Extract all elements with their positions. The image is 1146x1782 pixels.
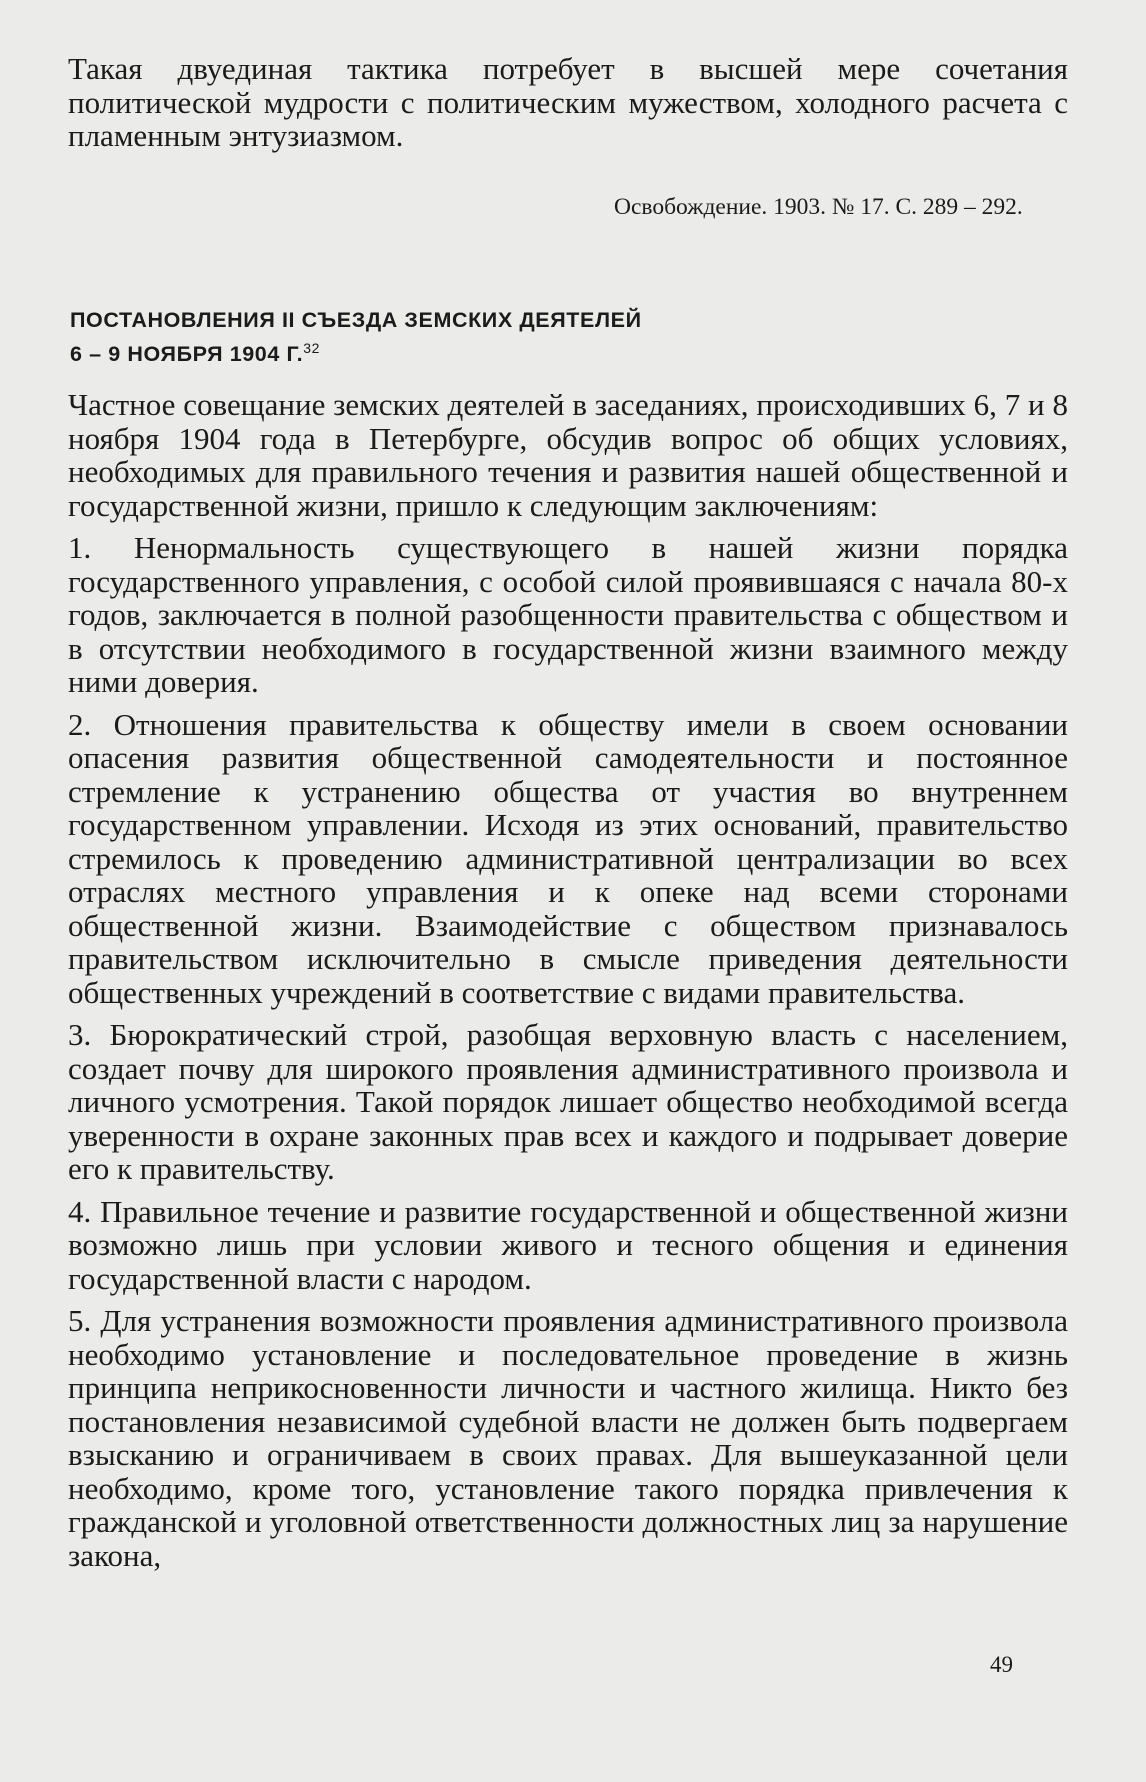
list-item-3: 3. Бюрократический строй, разобщая верховную власть с населением, создает почву для широкого проявления административного произвола и личного усмотрения. Такой порядок лишает общество необходимой всегда уверенности в охране законных прав всех и каждого и подрывает доверие его к правительству. xyxy=(68,1017,1068,1186)
heading-line-2: 6 – 9 НОЯБРЯ 1904 Г. xyxy=(70,342,304,366)
list-item-5: 5. Для устранения возможности проявления административного произвола необходимо установление и последовательное проведение в жизнь принципа неприкосновенности личности и частного жилища. Никто без постановления независимой судебной власти не должен быть подвергаем взысканию и ограничиваем в своих правах. Для вышеуказанной цели необходимо, кроме того, установление такого порядка привлечения к гражданской и уголовной ответственности должностных лиц за нарушение закона, xyxy=(68,1303,1068,1573)
page-number: 49 xyxy=(990,1652,1013,1677)
list-item-4: 4. Правильное течение и развитие государственной и общественной жизни возможно лишь при условии живого и тесного общения и единения государственной власти с народом. xyxy=(68,1193,1068,1296)
top-paragraph-block xyxy=(68,52,1068,153)
heading-line-1: ПОСТАНОВЛЕНИЯ II СЪЕЗДА ЗЕМСКИХ ДЕЯТЕЛЕЙ xyxy=(70,308,642,332)
document-body xyxy=(68,388,1068,1572)
section-heading xyxy=(70,303,642,371)
intro-paragraph: Частное совещание земских деятелей в заседаниях, происходивших 6, 7 и 8 ноября 1904 года в Петербурге, обсудив вопрос об общих условиях, необходимых для правильного течения и развития нашей общественной и государственной жизни, пришло к следующим заключениям: xyxy=(68,387,1068,523)
source-citation: Освобождение. 1903. № 17. С. 289 – 292. xyxy=(614,194,1023,220)
list-item-1: 1. Ненормальность существующего в нашей жизни порядка государственного управления, с особой силой проявившаяся с начала 80-х годов, заключается в полной разобщенности правительства с обществом и в отсутствии необходимого в государственной жизни взаимного между ними доверия. xyxy=(68,530,1068,699)
top-paragraph: Такая двуединая тактика потребует в высшей мере сочетания политической мудрости с политическим мужеством, холодного расчета с пламенным энтузиазмом. xyxy=(68,51,1068,153)
list-item-2: 2. Отношения правительства к обществу имели в своем основании опасения развития общественной самодеятельности и постоянное стремление к устранению общества от участия во внутреннем государственном управлении. Исходя из этих оснований, правительство стремилось к проведению административной централизации во всех отраслях местного управления и к опеке над всеми сторонами общественной жизни. Взаимодействие с обществом признавалось правительством исключительно в смысле приведения деятельности общественных учреждений в соответствие с видами правительства. xyxy=(68,706,1068,1010)
footnote-ref: 32 xyxy=(303,339,320,356)
